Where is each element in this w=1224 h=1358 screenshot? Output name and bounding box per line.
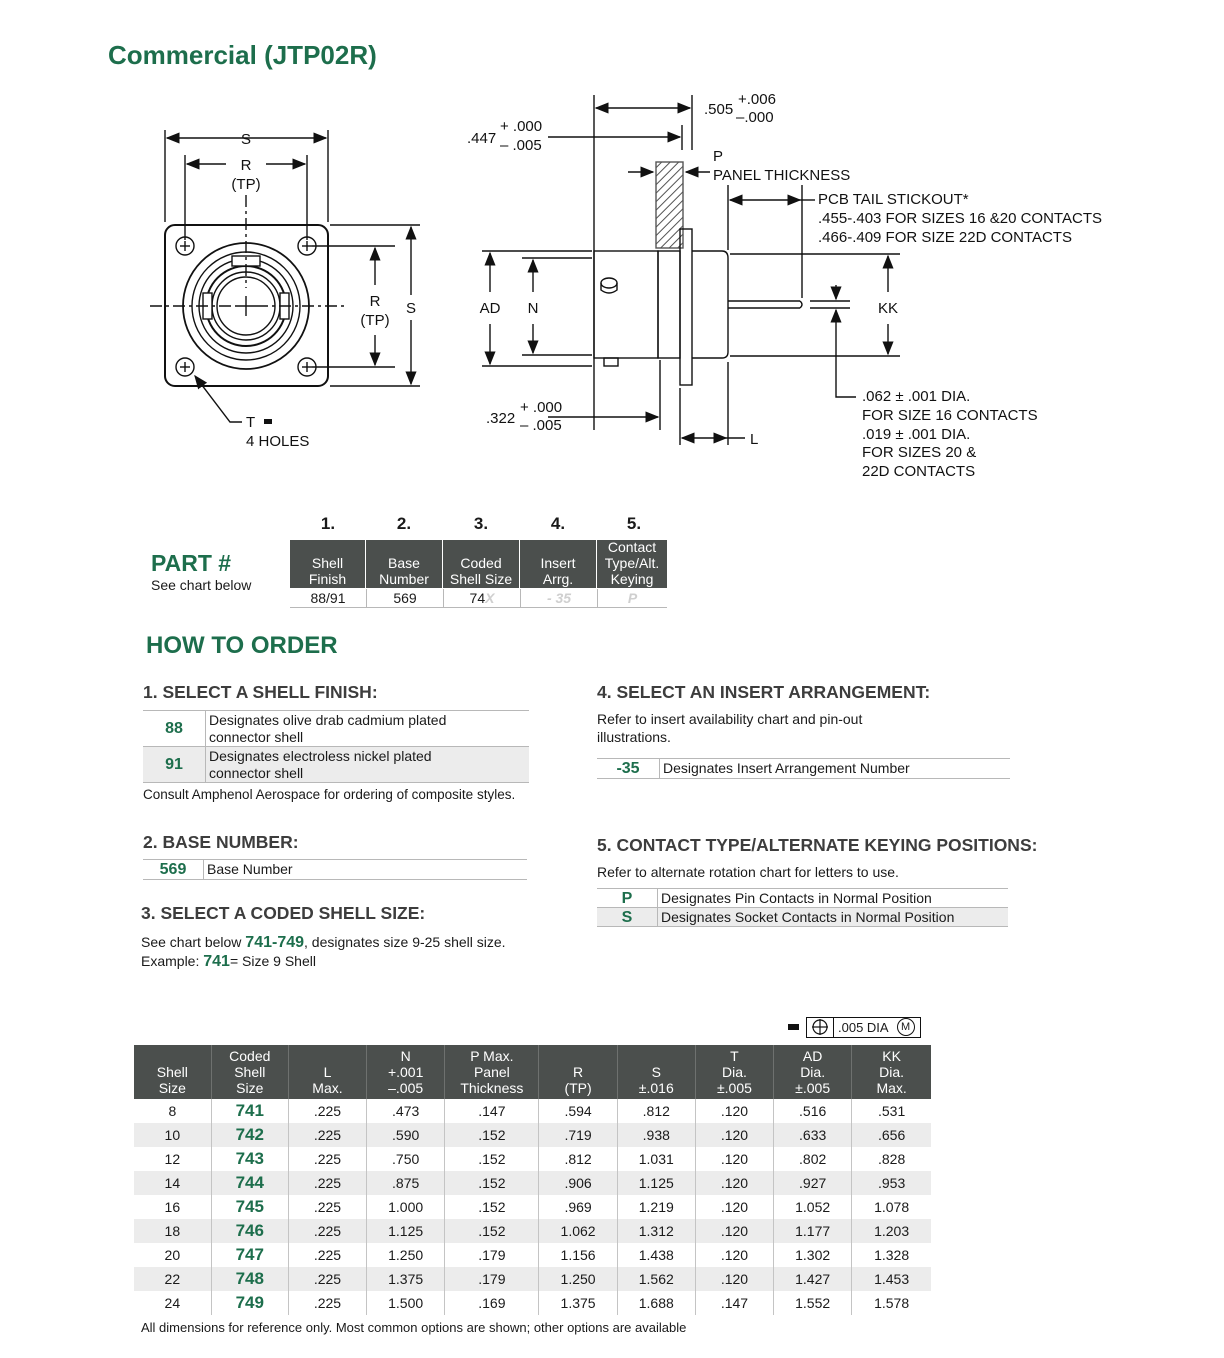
table-row (134, 1291, 931, 1315)
table-row: 88 Designates olive drab cadmium plated connector shell (143, 711, 529, 747)
table-cell: 1.203 (852, 1219, 931, 1243)
part-col-header: Contact Type/Alt. Keying (597, 540, 667, 588)
table-cell: 1.375 (367, 1267, 445, 1291)
table-cell: 22 (134, 1267, 211, 1291)
table-cell: 1.427 (774, 1267, 852, 1291)
svg-text:FOR SIZE 16 CONTACTS: FOR SIZE 16 CONTACTS (862, 407, 1038, 424)
svg-text:PCB TAIL STICKOUT*: PCB TAIL STICKOUT* (818, 191, 969, 208)
table-cell: .594 (539, 1099, 617, 1123)
connector-drawing (0, 0, 1224, 500)
footnote: All dimensions for reference only. Most common options are shown; other options are available (141, 1320, 687, 1335)
table-cell: 16 (134, 1195, 211, 1219)
table-cell: .225 (288, 1099, 366, 1123)
table-cell: 1.000 (367, 1195, 445, 1219)
part-value: - 35 (520, 589, 597, 607)
svg-text:.466-.409 FOR SIZE 22D CONTACT: .466-.409 FOR SIZE 22D CONTACTS (818, 229, 1072, 246)
how-to-order-heading: HOW TO ORDER (146, 632, 338, 659)
table-row: 91 Designates electroless nickel plated connector shell (143, 747, 529, 783)
table-cell: .120 (695, 1147, 773, 1171)
coded-shell-size-cell: 741 (211, 1099, 288, 1123)
section-1-heading: 1. SELECT A SHELL FINISH: (143, 682, 378, 702)
coded-shell-size-cell: 749 (211, 1291, 288, 1315)
part-number-title: PART # (151, 550, 232, 576)
table-cell: .225 (288, 1147, 366, 1171)
svg-text:+.006: +.006 (738, 91, 776, 108)
section-3-heading: 3. SELECT A CODED SHELL SIZE: (141, 903, 426, 923)
svg-text:R: R (240, 157, 252, 174)
column-header: Shell Size (134, 1045, 211, 1099)
table-cell: .120 (695, 1267, 773, 1291)
section-4-heading: 4. SELECT AN INSERT ARRANGEMENT: (597, 682, 931, 702)
coded-shell-size-cell: 748 (211, 1267, 288, 1291)
part-col-number: 2. (396, 514, 412, 533)
table-cell: 1.062 (539, 1219, 617, 1243)
table-cell: .875 (367, 1171, 445, 1195)
table-row: S Designates Socket Contacts in Normal Position (597, 908, 1008, 927)
svg-text:– .005: – .005 (520, 417, 562, 434)
table-cell: 1.078 (874, 1199, 910, 1215)
column-header: AD Dia. ±.005 (774, 1045, 852, 1099)
coded-shell-size-cell: 746 (211, 1219, 288, 1243)
table-row (134, 1147, 931, 1171)
table-cell: 1.302 (774, 1243, 852, 1267)
table-cell: 10 (134, 1123, 211, 1147)
table-cell: 18 (134, 1219, 211, 1243)
table-cell: .120 (695, 1195, 773, 1219)
table-row (134, 1195, 931, 1219)
table-cell: 1.052 (774, 1195, 852, 1219)
svg-text:KK: KK (877, 300, 899, 317)
part-col-header: Shell Finish (290, 540, 365, 588)
svg-text:.505: .505 (704, 101, 734, 118)
table-cell: .147 (445, 1099, 539, 1123)
part-col-header: Insert Arrg. (520, 540, 596, 588)
part-value: 88/91 (310, 590, 346, 606)
coded-shell-size-cell: 747 (211, 1243, 288, 1267)
table-cell: 8 (134, 1099, 211, 1123)
table-cell: 1.552 (774, 1291, 852, 1315)
svg-text:+ .000: + .000 (500, 118, 543, 135)
svg-text:S: S (405, 300, 417, 317)
position-tolerance-frame: .005 DIA M (788, 1017, 921, 1037)
table-row (134, 1123, 931, 1147)
table-cell: .147 (695, 1291, 773, 1315)
coded-shell-size-cell: 743 (211, 1147, 288, 1171)
table-cell: 1.328 (874, 1247, 910, 1263)
column-header: R (TP) (539, 1045, 617, 1099)
section-5-text: Refer to alternate rotation chart for letters to use. (597, 864, 899, 880)
table-cell: .906 (539, 1171, 617, 1195)
svg-text:4 HOLES: 4 HOLES (246, 433, 310, 450)
section-3-text: See chart below 741-749, designates size 9-25 shell size. Example: 741= Size 9 Shell (141, 934, 506, 970)
table-cell: .179 (445, 1243, 539, 1267)
svg-text:.019 ± .001 DIA.: .019 ± .001 DIA. (862, 426, 971, 443)
position-symbol-icon (807, 1018, 834, 1037)
table-cell: .225 (288, 1219, 366, 1243)
table-cell: .812 (617, 1099, 695, 1123)
table-cell: 1.688 (617, 1291, 695, 1315)
part-col-number: 3. (473, 514, 489, 533)
table-cell: 1.125 (367, 1219, 445, 1243)
table-row: 569 Base Number (143, 860, 527, 880)
svg-text:.062 ± .001 DIA.: .062 ± .001 DIA. (862, 388, 971, 405)
table-row (134, 1099, 931, 1123)
table-cell: .938 (617, 1123, 695, 1147)
shell-finish-table (143, 710, 529, 783)
table-cell: 1.375 (539, 1291, 617, 1315)
table-cell: 1.562 (617, 1267, 695, 1291)
table-cell: .473 (367, 1099, 445, 1123)
table-cell: .225 (288, 1267, 366, 1291)
column-header: N +.001 –.005 (367, 1045, 445, 1099)
table-cell: .225 (288, 1123, 366, 1147)
section-2-heading: 2. BASE NUMBER: (143, 832, 299, 852)
part-col-header: Coded Shell Size (443, 540, 519, 588)
svg-text:–.000: –.000 (736, 109, 774, 126)
table-cell: 1.453 (852, 1267, 931, 1291)
table-cell: 1.500 (367, 1291, 445, 1315)
table-cell: 1.177 (774, 1219, 852, 1243)
table-cell: .152 (445, 1171, 539, 1195)
part-value: 74X (443, 589, 520, 607)
part-col-number: 4. (550, 514, 566, 533)
svg-text:T: T (246, 414, 256, 431)
table-cell: 20 (134, 1243, 211, 1267)
table-cell: .152 (445, 1195, 539, 1219)
svg-text:(TP): (TP) (360, 312, 390, 329)
table-cell: .152 (445, 1123, 539, 1147)
table-cell: 14 (134, 1171, 211, 1195)
table-row (134, 1243, 931, 1267)
svg-text:.455-.403 FOR SIZES 16 &20 CON: .455-.403 FOR SIZES 16 &20 CONTACTS (818, 210, 1102, 227)
svg-text:.322: .322 (486, 410, 516, 427)
svg-text:N: N (527, 300, 539, 317)
svg-text:L: L (750, 431, 759, 448)
column-header: P Max. Panel Thickness (445, 1045, 539, 1099)
svg-text:PANEL THICKNESS: PANEL THICKNESS (713, 167, 851, 184)
table-cell: 1.250 (367, 1243, 445, 1267)
svg-text:FOR SIZES 20 &: FOR SIZES 20 & (862, 444, 977, 461)
table-cell: .225 (288, 1243, 366, 1267)
column-header: T Dia. ±.005 (695, 1045, 773, 1099)
table-cell: .969 (539, 1195, 617, 1219)
coded-shell-size-cell: 742 (211, 1123, 288, 1147)
table-cell: .828 (877, 1151, 906, 1167)
table-cell: 1.125 (617, 1171, 695, 1195)
table-cell: .812 (539, 1147, 617, 1171)
svg-text:R: R (369, 293, 381, 310)
svg-text:22D CONTACTS: 22D CONTACTS (862, 463, 976, 480)
table-cell: .120 (695, 1243, 773, 1267)
coded-shell-size-cell: 744 (211, 1171, 288, 1195)
table-cell: 1.031 (617, 1147, 695, 1171)
table-cell: .802 (774, 1147, 852, 1171)
table-cell: .927 (774, 1171, 852, 1195)
svg-text:– .005: – .005 (500, 137, 542, 154)
table-cell: .120 (695, 1099, 773, 1123)
part-col-header: Base Number (366, 540, 442, 588)
panel-section (656, 162, 683, 248)
table-cell: .750 (367, 1147, 445, 1171)
svg-text:(TP): (TP) (231, 176, 261, 193)
page-title: Commercial (JTP02R) (108, 40, 377, 70)
section-5-heading: 5. CONTACT TYPE/ALTERNATE KEYING POSITIONS: (597, 835, 1038, 855)
insert-arrangement-table (597, 758, 1010, 779)
table-cell: 1.438 (617, 1243, 695, 1267)
table-cell: 1.156 (539, 1243, 617, 1267)
table-cell: 1.312 (617, 1219, 695, 1243)
contact-type-table (597, 888, 1008, 927)
table-cell: .225 (288, 1195, 366, 1219)
table-row (134, 1267, 931, 1291)
table-cell: .152 (445, 1219, 539, 1243)
section-4-text: Refer to insert availability chart and pin-out illustrations. (597, 711, 863, 745)
svg-text:AD: AD (479, 300, 501, 317)
svg-text:P: P (713, 148, 724, 165)
svg-text:+ .000: + .000 (520, 399, 563, 416)
table-cell: .152 (445, 1147, 539, 1171)
table-row (134, 1219, 931, 1243)
table-row: -35 Designates Insert Arrangement Number (597, 759, 1010, 779)
base-number-table (143, 859, 527, 880)
table-cell: .516 (774, 1099, 852, 1123)
column-header: KK Dia. Max. (852, 1045, 931, 1099)
table-cell: .225 (288, 1171, 366, 1195)
mmc-modifier-icon: M (897, 1018, 915, 1036)
part-value: P (597, 589, 667, 607)
column-header: L Max. (288, 1045, 366, 1099)
table-cell: .179 (445, 1267, 539, 1291)
table-cell: .169 (445, 1291, 539, 1315)
part-value: 569 (366, 589, 443, 607)
part-col-number: 1. (320, 514, 336, 533)
composite-note: Consult Amphenol Aerospace for ordering of composite styles. (143, 787, 516, 802)
table-cell: .225 (288, 1291, 366, 1315)
table-cell: .120 (695, 1123, 773, 1147)
table-row (134, 1171, 931, 1195)
table-cell: .633 (774, 1123, 852, 1147)
table-cell: .590 (367, 1123, 445, 1147)
table-row: P Designates Pin Contacts in Normal Position (597, 889, 1008, 908)
dimension-table (134, 1045, 931, 1315)
column-header: Coded Shell Size (211, 1045, 288, 1099)
table-cell: 24 (134, 1291, 211, 1315)
table-cell: .656 (852, 1123, 931, 1147)
part-col-number: 5. (626, 514, 642, 533)
table-cell: 1.219 (617, 1195, 695, 1219)
svg-text:.447: .447 (467, 130, 497, 147)
table-cell: .120 (695, 1171, 773, 1195)
table-cell: 1.250 (539, 1267, 617, 1291)
table-cell: .120 (695, 1219, 773, 1243)
table-cell: 12 (134, 1147, 211, 1171)
column-header: S ±.016 (617, 1045, 695, 1099)
coded-shell-size-cell: 745 (211, 1195, 288, 1219)
table-cell: .719 (539, 1123, 617, 1147)
svg-text:S: S (240, 131, 252, 148)
table-cell: .531 (877, 1103, 906, 1119)
table-cell: 1.578 (874, 1295, 910, 1311)
table-cell: .953 (852, 1171, 931, 1195)
part-number-subtitle: See chart below (151, 577, 252, 593)
